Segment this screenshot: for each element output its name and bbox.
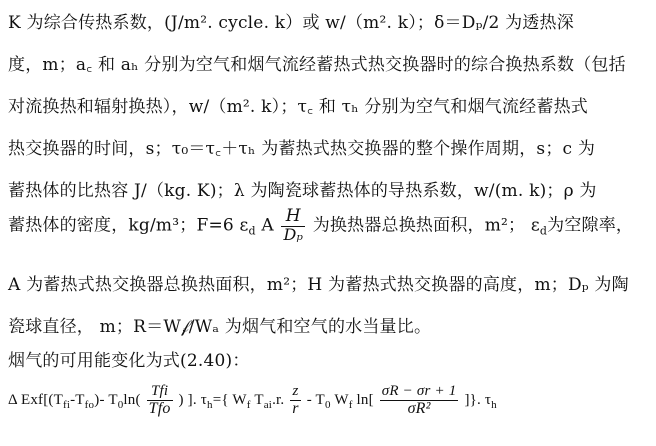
text-line-9: 烟气的可用能变化为式(2.40)： <box>8 351 250 371</box>
text-line-4: 热交换器的时间，s；τ₀＝τ꜀＋τₕ 为蓄热式热交换器的整个操作周期，s；c 为 <box>8 139 596 159</box>
text-line-7: A 为蓄热式热交换器总换热面积，m²；H 为蓄热式热交换器的高度，m；Dₚ 为陶 <box>8 275 629 295</box>
text-line-3: 对流换热和辐射换热），w/（m². k）；τ꜀ 和 τₕ 分别为空气和烟气流经蓄热式 <box>8 97 588 117</box>
fraction-sigma-expression: $\frac{\sigma R - \sigma r + 1}{\text{σR²}}$ <box>381 383 457 417</box>
text-line-5: 蓄热体的比热容 J/（kg. K)；λ 为陶瓷球蓄热体的导热系数，w/(m. k)；ρ 为 <box>8 181 597 201</box>
fraction-tfi-over-tfo: $\frac{\text{Tfi}}{\text{Tfo}}$ <box>148 383 171 417</box>
text-line-8: 瓷球直径， m；R＝W𝒻/Wₐ 为烟气和空气的水当量比。 <box>8 317 432 337</box>
fraction-h-over-dp: $\frac{H}{\text{Dₚ}}$ <box>283 206 304 244</box>
text-line-2: 度，m；a꜀ 和 aₕ 分别为空气和烟气流经蓄热式热交换器时的综合换热系数（包括 <box>8 55 626 75</box>
formula-2-40: Δ $Exf[(T_{fi}-T_{fo})-$ $T_0\ln$( $\frac{\text{Tfi}}{\text{Tfo}}$ ) ]. $\tau_h=${ $W_f$ $T_{ai}.r$. $\frac{z}{r}$ - $T_0$ $W_f$ ln[ $\frac{\sigma R - \sigma r + 1}{\text{σR²}}$ ]}. $\tau_h$ <box>8 383 497 417</box>
text-line-6: 蓄热体的密度，kg/m³；F=6 $\varepsilon_d$ A $\frac{H}{\text{Dₚ}}$ 为换热器总换热面积，m²； $\varepsilon_d$为空隙率， <box>8 206 634 244</box>
text-line-1: K 为综合传热系数，(J/m². cycle. k）或 w/（m². k）；δ＝Dₚ/2 为透热深 <box>8 13 574 33</box>
fraction-z-over-r: $\frac{z}{r}$ <box>292 383 299 417</box>
